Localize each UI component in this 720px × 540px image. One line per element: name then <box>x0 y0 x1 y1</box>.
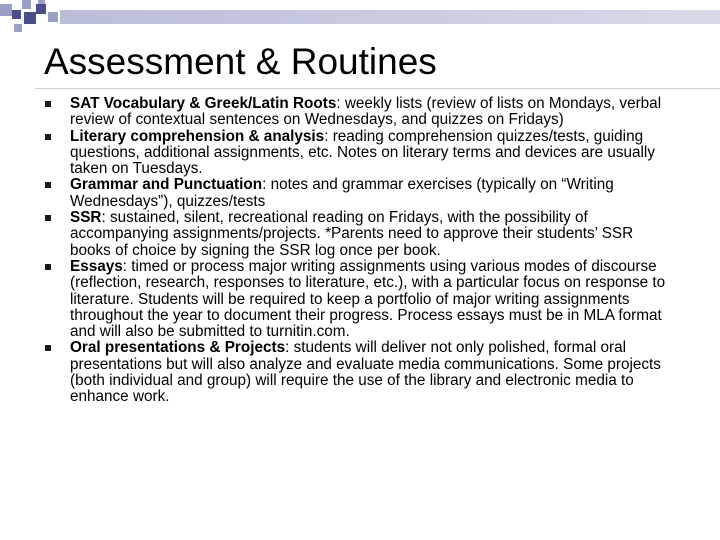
decorative-square <box>36 4 46 14</box>
decorative-bar <box>60 10 720 24</box>
bullet-term: SSR <box>70 209 102 227</box>
bullet-term: Essays <box>70 257 123 275</box>
decorative-square <box>0 4 12 16</box>
square-bullet-icon <box>45 182 51 188</box>
slide-title: Assessment & Routines <box>44 41 437 82</box>
bullet-text: : reading comprehension quizzes/tests, guiding questions, additional assignments, etc. Notes on literary terms and devices are usually taken on Tuesdays. <box>70 127 655 178</box>
bullet-text: : timed or process major writing assignments using various modes of discourse (reflection, research, responses to literature, etc.), with a particular focus on response to literature. Students will be required to keep a portfolio of major writing assignments throughout the year to document their progress. Process essays must be in MLA format and will also be submitted to turnitin.com. <box>70 257 666 341</box>
decorative-square <box>38 0 45 4</box>
bullet-item <box>0 177 720 210</box>
square-bullet-icon <box>45 101 51 107</box>
decorative-squares-header <box>0 0 720 40</box>
bullet-term: Grammar and Punctuation <box>70 176 263 194</box>
decorative-square <box>24 12 36 24</box>
bullet-item <box>0 129 720 178</box>
square-bullet-icon <box>45 134 51 140</box>
square-bullet-icon <box>45 345 51 351</box>
decorative-square <box>14 24 22 32</box>
bullet-text: : students will deliver not only polished, formal oral presentations but will also analyze and evaluate media communications. Some projects (both individual and group) will require the use of the library and electronic media to enhance work. <box>70 339 661 406</box>
bullet-list <box>0 96 720 406</box>
title-divider <box>35 88 720 89</box>
bullet-text: : notes and grammar exercises (typically on “Writing Wednesdays”), quizzes/tests <box>70 176 614 210</box>
bullet-term: Oral presentations & Projects <box>70 339 286 357</box>
decorative-square <box>48 12 58 22</box>
bullet-item <box>0 210 720 259</box>
bullet-text: : sustained, silent, recreational reading on Fridays, with the possibility of accompanying assignments/projects. *Parents need to approve their students’ SSR books of choice by signing the SSR log once per book. <box>70 209 634 259</box>
bullet-text: : weekly lists (review of lists on Mondays, verbal review of contextual sentences on Wednesdays, and quizzes on Fridays) <box>70 95 662 129</box>
decorative-square <box>12 10 21 19</box>
decorative-square <box>22 0 31 9</box>
square-bullet-icon <box>45 264 51 270</box>
bullet-term: Literary comprehension & analysis <box>70 127 325 145</box>
square-bullet-icon <box>45 215 51 221</box>
bullet-term: SAT Vocabulary & Greek/Latin Roots <box>70 95 337 112</box>
bullet-item <box>0 259 720 340</box>
bullet-item <box>0 96 720 129</box>
bullet-item <box>0 340 720 405</box>
